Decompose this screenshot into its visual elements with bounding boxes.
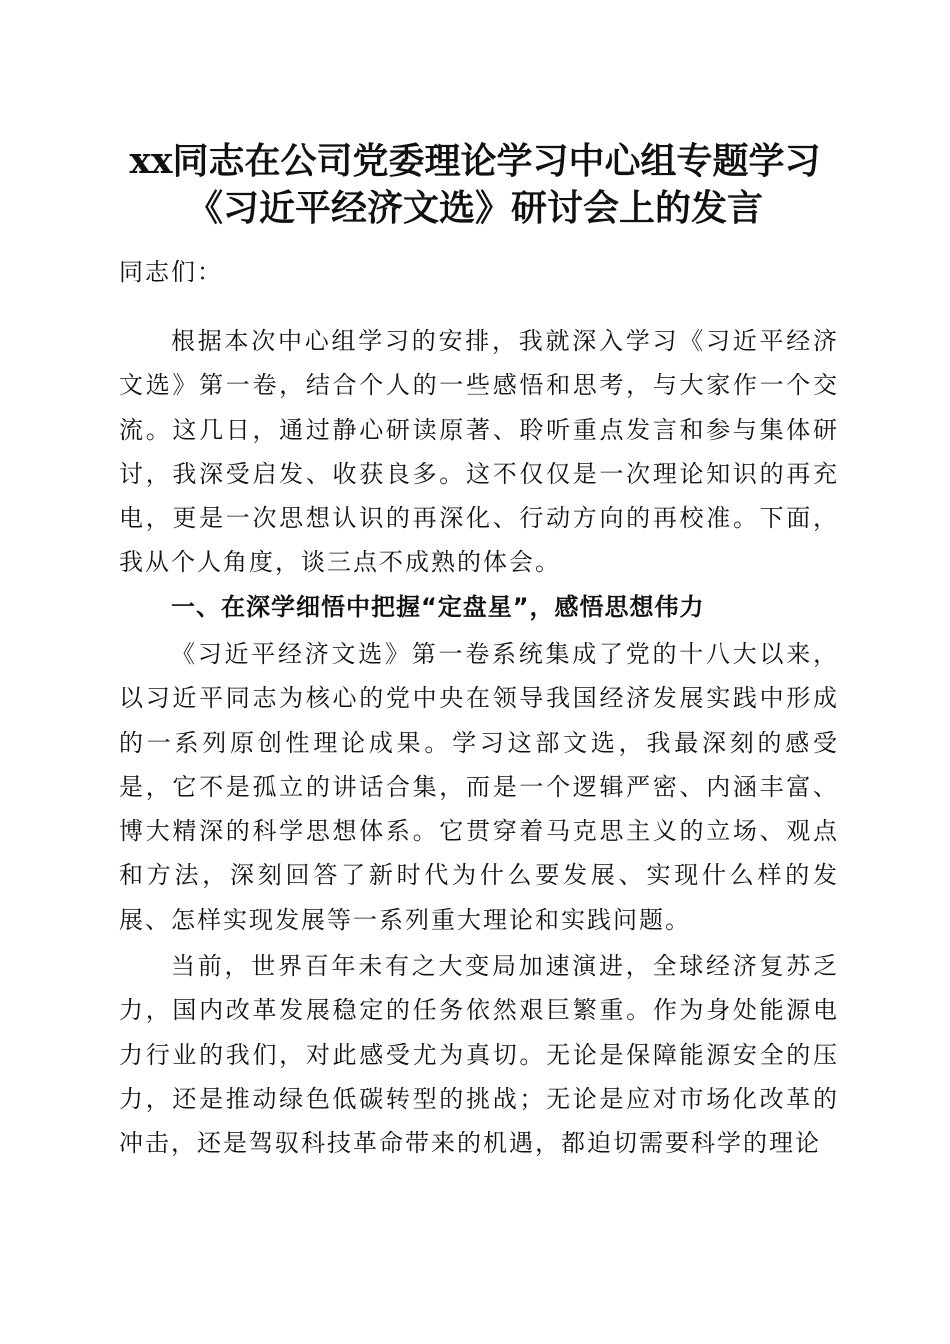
section-1-paragraph-1: 《习近平经济文选》第一卷系统集成了党的十八大以来，以习近平同志为核心的党中央在领导我国经济发展实践中形成的一系列原创性理论成果。学习这部文选，我最深刻的感受是，它不是孤立的讲话合集，而是一个逻辑严密、内涵丰富、博大精深的科学思想体系。它贯穿着马克思主义的立场、观点和方法，深刻回答了新时代为什么要发展、实现什么样的发展、怎样实现发展等一系列重大理论和实践问题。 bbox=[119, 640, 839, 934]
document-title-line-1: xx同志在公司党委理论学习中心组专题学习 bbox=[129, 140, 821, 182]
salutation: 同志们： bbox=[119, 258, 223, 286]
section-heading-1: 一、在深学细悟中把握“定盘星”，感悟思想伟力 bbox=[171, 593, 705, 621]
intro-paragraph: 根据本次中心组学习的安排，我就深入学习《习近平经济文选》第一卷，结合个人的一些感悟和思考，与大家作一个交流。这几日，通过静心研读原著、聆听重点发言和参与集体研讨，我深受启发、收获良多。这不仅仅是一次理论知识的再充电，更是一次思想认识的再深化、行动方向的再校准。下面，我从个人角度，谈三点不成熟的体会。 bbox=[119, 327, 839, 577]
section-1-paragraph-2: 当前，世界百年未有之大变局加速演进，全球经济复苏乏力，国内改革发展稳定的任务依然艰巨繁重。作为身处能源电力行业的我们，对此感受尤为真切。无论是保障能源安全的压力，还是推动绿色低碳转型的挑战；无论是应对市场化改革的冲击，还是驾驭科技革命带来的机遇，都迫切需要科学的理论 bbox=[119, 952, 839, 1158]
document-title-line-2: 《习近平经济文选》研讨会上的发言 bbox=[186, 187, 763, 229]
